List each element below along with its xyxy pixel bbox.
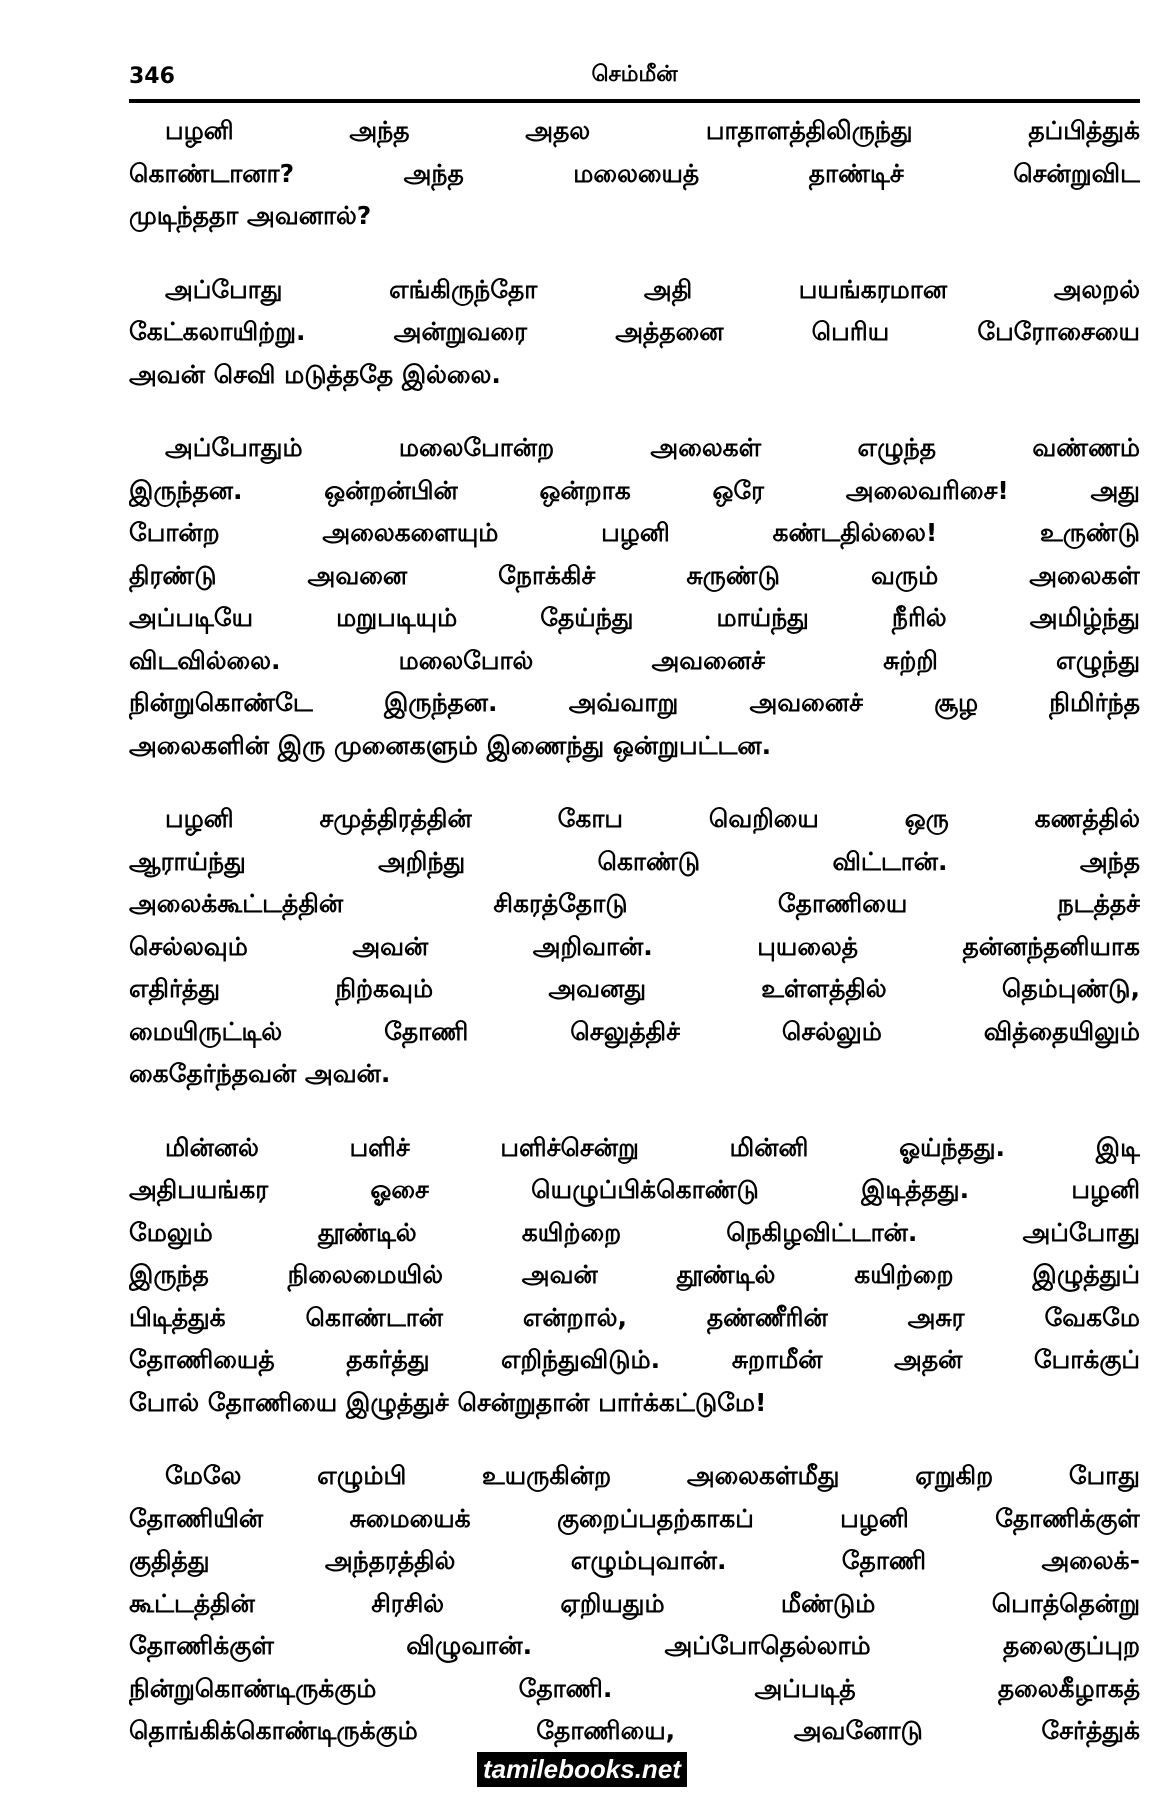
text-line: ஆராய்ந்து அறிந்து கொண்டு விட்டான். அந்த bbox=[129, 846, 1140, 876]
text-line: தொங்கிக்கொண்டிருக்கும் தோணியை, அவனோடு சேர்த்துக் bbox=[129, 1716, 1140, 1745]
text-line: இருந்த நிலைமையில் அவன் தூண்டில் கயிற்றை இழுத்துப் bbox=[129, 1260, 1140, 1289]
text-line: மின்னல் பளிச் பளிச்சென்று மின்னி ஓய்ந்தது. இடி bbox=[165, 1132, 1140, 1162]
text-line: பிடித்துக் கொண்டான் என்றால், தண்ணீரின் அசுர வேகமே bbox=[129, 1302, 1140, 1332]
text-line: அலைக்கூட்டத்தின் சிகரத்தோடு தோணியை நடத்தச் bbox=[129, 889, 1140, 918]
text-line: கேட்கலாயிற்று. அன்றுவரை அத்தனை பெரிய பேரோசையை bbox=[129, 317, 1140, 346]
text-line: இருந்தன. ஒன்றன்பின் ஒன்றாக ஒரே அலைவரிசை! அது bbox=[129, 475, 1140, 505]
text-line: போன்ற அலைகளையும் பழனி கண்டதில்லை! உருண்டு bbox=[129, 518, 1140, 547]
text-line: விடவில்லை. மலைபோல் அவனைச் சுற்றி எழுந்து bbox=[129, 645, 1140, 675]
text-line: மையிருட்டில் தோணி செலுத்திச் செல்லும் வித்தையிலும் bbox=[129, 1016, 1140, 1046]
text-line: தோணியைத் தகர்த்து எறிந்துவிடும். சுறாமீன் அதன் போக்குப் bbox=[129, 1345, 1140, 1374]
paragraph bbox=[129, 269, 1140, 397]
text-line: குதித்து அந்தரத்தில் எழும்புவான். தோணி அலைக்- bbox=[129, 1546, 1140, 1575]
text-line: கூட்டத்தின் சிரசில் ஏறியதும் மீண்டும் பொத்தென்று bbox=[129, 1588, 1140, 1618]
header-rule bbox=[129, 99, 1140, 103]
text-line: திரண்டு அவனை நோக்கிச் சுருண்டு வரும் அலைகள் bbox=[129, 560, 1140, 590]
text-line: பழனி அந்த அதல பாதாளத்திலிருந்து தப்பித்துக் bbox=[165, 116, 1140, 145]
text-line: மேலும் தூண்டில் கயிற்றை நெகிழவிட்டான். அப்போது bbox=[129, 1217, 1140, 1247]
running-header bbox=[129, 60, 1140, 100]
text-line: முடிந்ததா அவனால்? bbox=[129, 201, 372, 230]
text-line: தோணியின் சுமையைக் குறைப்பதற்காகப் பழனி தோணிக்குள் bbox=[129, 1503, 1140, 1533]
text-line: எதிர்த்து நிற்கவும் அவனது உள்ளத்தில் தெம்புண்டு, bbox=[129, 974, 1140, 1003]
text-line: போல் தோணியை இழுத்துச் சென்றுதான் பார்க்கட்டுமே! bbox=[129, 1387, 767, 1417]
watermark: tamilebooks.net bbox=[477, 1752, 687, 1787]
text-line: அவன் செவி மடுத்ததே இல்லை. bbox=[129, 359, 501, 389]
paragraph bbox=[129, 1127, 1140, 1425]
text-line: அப்போதும் மலைபோன்ற அலைகள் எழுந்த வண்ணம் bbox=[165, 433, 1140, 462]
text-line: அதிபயங்கர ஓசை யெழுப்பிக்கொண்டு இடித்தது. பழனி bbox=[129, 1175, 1140, 1204]
text-line: அப்படியே மறுபடியும் தேய்ந்து மாய்ந்து நீரில் அமிழ்ந்து bbox=[129, 603, 1140, 632]
text-line: நின்றுகொண்டே இருந்தன. அவ்வாறு அவனைச் சூழ நிமிர்ந்த bbox=[129, 688, 1140, 717]
text-line: மேலே எழும்பி உயருகின்ற அலைகள்மீது ஏறுகிற போது bbox=[165, 1461, 1140, 1490]
running-title: செம்மீன் bbox=[591, 62, 678, 87]
text-line: செல்லவும் அவன் அறிவான். புயலைத் தன்னந்தனியாக bbox=[129, 931, 1140, 961]
text-line: தோணிக்குள் விழுவான். அப்போதெல்லாம் தலைகுப்புற bbox=[129, 1631, 1140, 1660]
paragraph bbox=[129, 110, 1140, 238]
text-line: கொண்டானா? அந்த மலையைத் தாண்டிச் சென்றுவிட bbox=[129, 158, 1140, 188]
page-body bbox=[129, 110, 1140, 1784]
text-line: கைதேர்ந்தவன் அவன். bbox=[129, 1059, 391, 1088]
paragraph bbox=[129, 798, 1140, 1096]
text-line: பழனி சமுத்திரத்தின் கோப வெறியை ஒரு கணத்தில் bbox=[165, 804, 1140, 833]
text-line: அப்போது எங்கிருந்தோ அதி பயங்கரமான அலறல் bbox=[165, 274, 1140, 304]
paragraph bbox=[129, 427, 1140, 767]
page-number: 346 bbox=[129, 64, 175, 89]
text-line: நின்றுகொண்டிருக்கும் தோணி. அப்படித் தலைகீழாகத் bbox=[129, 1673, 1140, 1703]
paragraph bbox=[129, 1455, 1140, 1753]
text-line: அலைகளின் இரு முனைகளும் இணைந்து ஒன்றுபட்டன. bbox=[129, 730, 772, 760]
